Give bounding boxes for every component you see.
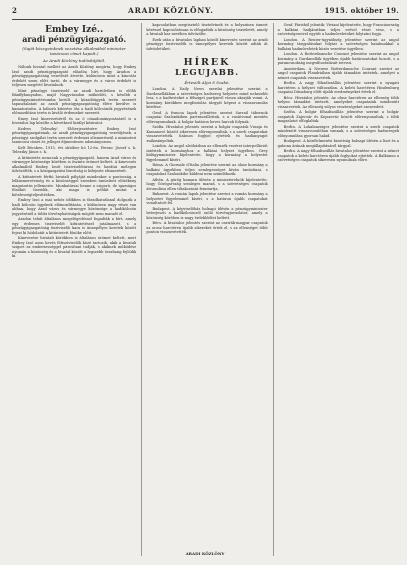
article-deck: (Saját közegeinknek vezetése alkalmából miniszter tanácsosi címet kapott.) [22, 46, 126, 56]
article-body [12, 65, 136, 259]
paragraph: kapcsolatban megtisztelő tiszteletnek és a helyszínen ismert kéréssel kapcsolatosan is elfogadták a közönség tiszteletét, amely a hivatali kar nevében üdvözölte. [146, 23, 268, 36]
news-item: Amsterdam. A Nieuwe Rotterdamsche Courant szerint az angol csapatok Flandriában újabb támadást intéztek, amelyet a német csapatok visszavertek. [277, 66, 400, 80]
article-headline: Embey Izé.. [45, 25, 104, 35]
section-heading-latest: LEGUJABB. [174, 68, 240, 78]
paragraph: Emey Izsó kinevezéséről és az ő címadományozásáról is a hivatalos lap közölte a következő királyi kéziratot. [12, 116, 137, 125]
news-item: Budapest. A közélelmezési bizottság holnapi ülésén a liszt és a gabona árának megállapításáról tárgyal. [277, 139, 400, 148]
news-item: Berlin. A Lokalanzeiger jelentése szerint a szerb csapatok mindenütt visszavonulóban vannak, s a szövetséges hadseregek előnyomulása gyorsan halad. [277, 124, 400, 138]
news-item: Berlin. A nagy főhadiszállás hivatalos jelentése szerint a német csapatok a keleti harctéren újabb foglyokat ejtettek. A Balkánon a szövetséges csapatok sikeresen nyomulnak előre. [277, 149, 400, 162]
paragraph: Aradon tehát általános megelégedéssel fogadták a hírt, amely egy érdemes tisztviselőt kitüntetéssel jutalmazott, s a pénzügyigazgatóság tisztviselői kara is ünnepélyes keretek között fejezi ki hódolatát a kitüntetett főnöke előtt. [12, 217, 137, 235]
news-item: Szófia. A bolgár főhadiszállás jelentése szerint a bolgár csapatok Zajecsár és Knjazevác között előrenyomultak, s több magaslatot elfoglaltak. [277, 110, 400, 123]
news-item: Róma. A Giornale d'Italia jelentése szerint az olasz kormány a balkáni ügyekben teljes semlegességet kíván tanúsítani, s csapatokat Szalonikibe küldeni nem szándékozik. [146, 163, 268, 176]
issue-date: 1915. október 19. [324, 6, 399, 15]
page-number: 2 [12, 6, 18, 15]
paragraph: Embey Izsó a mai nehéz időkben is fáradhatatlanul dolgozik a hadi kölcsön ügyének előmozdításán, s különösen nagy része van abban, hogy Arad város és vármegye közönsége a hadikölcsön jegyzésénél a többi törvényhatóságok mögött nem maradt el. [12, 198, 137, 216]
news-item: Bécs. Hivatalos jelentés: Az olasz harctéren az ellenség több helyen támadást intézett, amelyeket csapataink mindenütt visszavertek. Az ellenség súlyos veszteségeket szenvedett. [277, 95, 400, 109]
news-item: Budapest. A képviselőház holnapi ülésén a pénzügyminiszter beterjeszti a hadikölcsönről szóló törvényjavaslatot, amely a közönség körében is nagy érdeklődést keltett. [146, 206, 268, 220]
article-continuation [146, 23, 267, 51]
page-header [12, 6, 399, 20]
paragraph: A kitüntetett férfiú hivatali pályáját mindenkor a pontosság, a lelkiismeretesség és a közönséggel szemben tanúsított előzékeny magatartás jellemezte. Munkatársai benne a szigorú, de igazságos főnököt tisztelik, aki maga is példát mutat a kötelességteljesítésben. [12, 174, 137, 197]
newspaper-title: ARADI KÖZLÖNY. [127, 6, 214, 15]
news-item: London. Az angol alsóházban az ellenzék vezérei interpellációt intéztek a kormányhoz a balkáni helyzet ügyében. Grey külügyminiszter kijelentette, hogy a kormány a helyzetet figyelemmel kíséri. [146, 144, 268, 162]
news-item: Athén. A görög kamara ülésén a miniszterelnök kijelentette, hogy Görögország semleges marad, s a szövetséges csapatok átvonulása ellen tiltakozását fenntartja. [146, 177, 268, 191]
paragraph: Kinevezése hivatali körökben is általános örömet keltett, mert Embey Izsó azon kevés főtisztviselők közé tartozik, akik a hivatali szigort az emberiességgel párosítani tudják, s akiknek működése nyomán a közönség és a hivatal között a legszebb összhang fejlődik ki. [12, 236, 137, 258]
news-item: Szófia. Hivatalos jelentés szerint a bolgár csapatok Vranja és Kumanovó között sikeresen előrenyomultak, s a szerb csapatokat visszavetették. Számos foglyot ejtettek és hadianyagot zsákmányoltak. [146, 125, 268, 143]
page-footer: ARADI KÖZLÖNY [185, 550, 225, 556]
columns [12, 23, 399, 556]
article-headline-2: aradi pénzügyigazgató. [22, 34, 127, 44]
news-item: London. A Daily News szerdai jelentése szerint a Dardanellákban a szövetséges hadsereg helyzete mind nehezebb lesz, s a hadtesteket a félsziget partjairól vissza akarják vonni. A kormány körökben megfontolás tárgyát képezi a visszavonulás kérdése. [146, 87, 268, 109]
section-heading-news: HÍREK [183, 57, 231, 68]
section-subhead: Értesült Aljai S Szabó. [184, 80, 230, 85]
news-item: Bukarest. A román lapok jelentése szerint a román kormány a helyzetet figyelemmel kíséri, s a határon újabb csapatokat vonultatott fel. [146, 192, 268, 205]
column-3 [273, 23, 399, 556]
paragraph: Ezek után a hivatalos lapban közölt kinevezés szerint az aradi pénzügyi tisztviselők is ünnepélyes keretek között adták át üdvözletüket. [146, 37, 268, 51]
article-subhead: Az Aradi Közlöny tudósítójától. [42, 58, 106, 63]
news-item: Genf. A francia lapok jelentése szerint Sarrail tábornok csapatai Szalonikiben partraszállottak, s a vasútvonal mentén előrenyomulnak. A bolgár határon heves harcok folynak. [146, 110, 268, 124]
paragraph: Kelt Bécsben, 1915. évi október hó 12-én. Ferenc József s. k. Teleszky János s. k. [12, 145, 137, 154]
paragraph: Mint pénzügyi tisztviselő az aradi kerületben is előbb Bánffyhunyadon, majd Nagyváradon működött, s később a pénzügyminisztériumba került. A közadóügyek terén szerzett tapasztalatait az aradi pénzügyigazgatóság élére kerülve is kamatoztatta. A háború kitörése óta a hadi kölcsönök jegyzésének előmozdítása terén is kiváló érdemeket szerzett. [12, 88, 137, 115]
column-1 [12, 23, 136, 556]
news-body [146, 87, 267, 235]
paragraph: Kedves Teleszky! Előterjesztésére Embey Izsó pénzügyigazgatónak, az aradi pénzügyigazgatóság vezetőjének, a pénzügyi szolgálat terén szerzett érdemei elismeréseül a miniszteri tanácsosi címet és jelleget díjmentesen adományozom. [12, 126, 137, 144]
news-item: Genf. Párisból jelentik: Viviani kijelentette, hogy Franciaország a balkáni hadjáratban teljes erővel részt vesz, s a szövetségeseivel együtt a hadműveleteket folytatni fogja. [277, 23, 400, 36]
news-item: London. A Reuter-ügynökség jelentése szerint az angol kormány tárgyalásokat folytat a szövetséges hatalmakkal a balkáni hadműveletek közös vezetése ügyében. [277, 37, 400, 51]
paragraph: A kitüntetés nemcsak a pénzügyigazgató, hanem Arad város és vármegye közönsége körében is őszinte örömet keltett. A kinevezés alkalmából Embey Izsót tisztviselőtársai és barátai melegen üdvözölték, s a közigazgatási bizottság is kifejezte elismerését. [12, 155, 137, 173]
news-item: Berlin. A nagy főhadiszállás jelentése szerint a nyugati harctéren a helyzet változatlan. A keleti harctéren Hindenburg csapatai Dünaburg előtt újabb eredményeket értek el. [277, 81, 400, 94]
news-item: Bécs. A hivatalos jelentés szerint az osztrák-magyar csapatok az orosz harctéren újabb sikereket értek el, s az ellenséget több ponton visszavetették. [146, 221, 268, 234]
column-2 [141, 23, 267, 556]
news-item: London. A Rotterdamsche Courant jelentése szerint az angol kormány a Dardanellák ügyében újabb határozatokat hozott, s a parancsnokság megváltoztatását tervezi. [277, 52, 400, 65]
paragraph: Nálunk hivatal mellett az Aradi Közlöny megírta, hogy Embey Izsó aradi pénzügyigazgató előadóa hírt, hogy Aradon a pénzügyigazgatóság vezetését átvette, különösen mint a kincstár érdekét szem előtt tartó, de a vármegye és a város érdekét is teljesen megértő hivatalnok. [12, 65, 137, 87]
news-body-continued [278, 23, 399, 163]
